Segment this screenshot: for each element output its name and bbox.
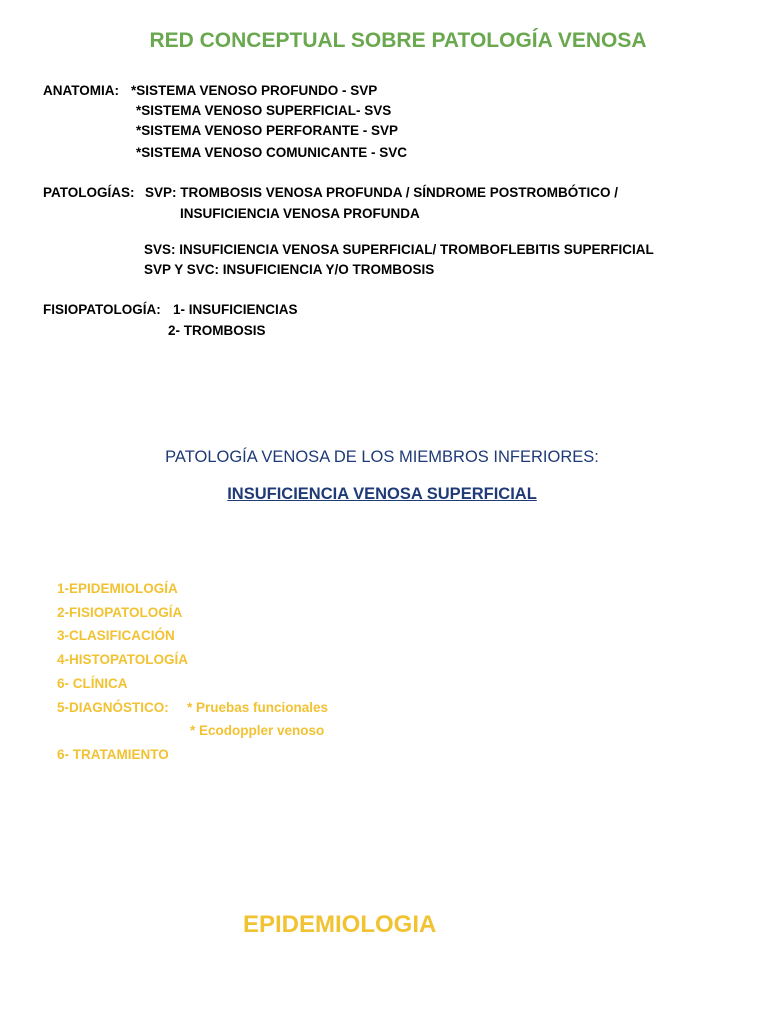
- anatomia-label: ANATOMIA:: [43, 83, 119, 98]
- index-item: 3-CLASIFICACIÓN: [57, 628, 175, 643]
- index-item: 6- CLÍNICA: [57, 676, 128, 691]
- index-item: 1-EPIDEMIOLOGÍA: [57, 581, 178, 596]
- index-item: 2-FISIOPATOLOGÍA: [57, 605, 183, 620]
- section-subtitle: PATOLOGÍA VENOSA DE LOS MIEMBROS INFERIORES:: [165, 448, 599, 466]
- page-title: RED CONCEPTUAL SOBRE PATOLOGÍA VENOSA: [149, 29, 647, 52]
- fisiopatologia-label: FISIOPATOLOGÍA:: [43, 302, 161, 317]
- section-heading: EPIDEMIOLOGIA: [243, 911, 437, 938]
- anatomia-item: *SISTEMA VENOSO PERFORANTE - SVP: [136, 123, 399, 138]
- index-item: 4-HISTOPATOLOGÍA: [57, 652, 189, 667]
- anatomia-item: *SISTEMA VENOSO COMUNICANTE - SVC: [136, 145, 408, 160]
- patologias-line: SVP: TROMBOSIS VENOSA PROFUNDA / SÍNDROME POSTROMBÓTICO /: [145, 185, 619, 200]
- patologias-line: SVP Y SVC: INSUFICIENCIA Y/O TROMBOSIS: [144, 262, 435, 277]
- patologias-label: PATOLOGÍAS:: [43, 185, 135, 200]
- fisiopatologia-item: 2- TROMBOSIS: [168, 323, 266, 338]
- index-item: 6- TRATAMIENTO: [57, 747, 169, 762]
- diagnostico-item: * Ecodoppler venoso: [190, 723, 325, 738]
- anatomia-item: *SISTEMA VENOSO PROFUNDO - SVP: [131, 83, 378, 98]
- diagnostico-item: * Pruebas funcionales: [187, 700, 329, 715]
- section-subtitle-underlined: INSUFICIENCIA VENOSA SUPERFICIAL: [227, 485, 537, 503]
- patologias-line: SVS: INSUFICIENCIA VENOSA SUPERFICIAL/ TROMBOFLEBITIS SUPERFICIAL: [144, 242, 654, 257]
- fisiopatologia-item: 1- INSUFICIENCIAS: [173, 302, 298, 317]
- anatomia-item: *SISTEMA VENOSO SUPERFICIAL- SVS: [136, 103, 392, 118]
- index-item: 5-DIAGNÓSTICO:: [57, 700, 169, 715]
- patologias-line: INSUFICIENCIA VENOSA PROFUNDA: [180, 206, 420, 221]
